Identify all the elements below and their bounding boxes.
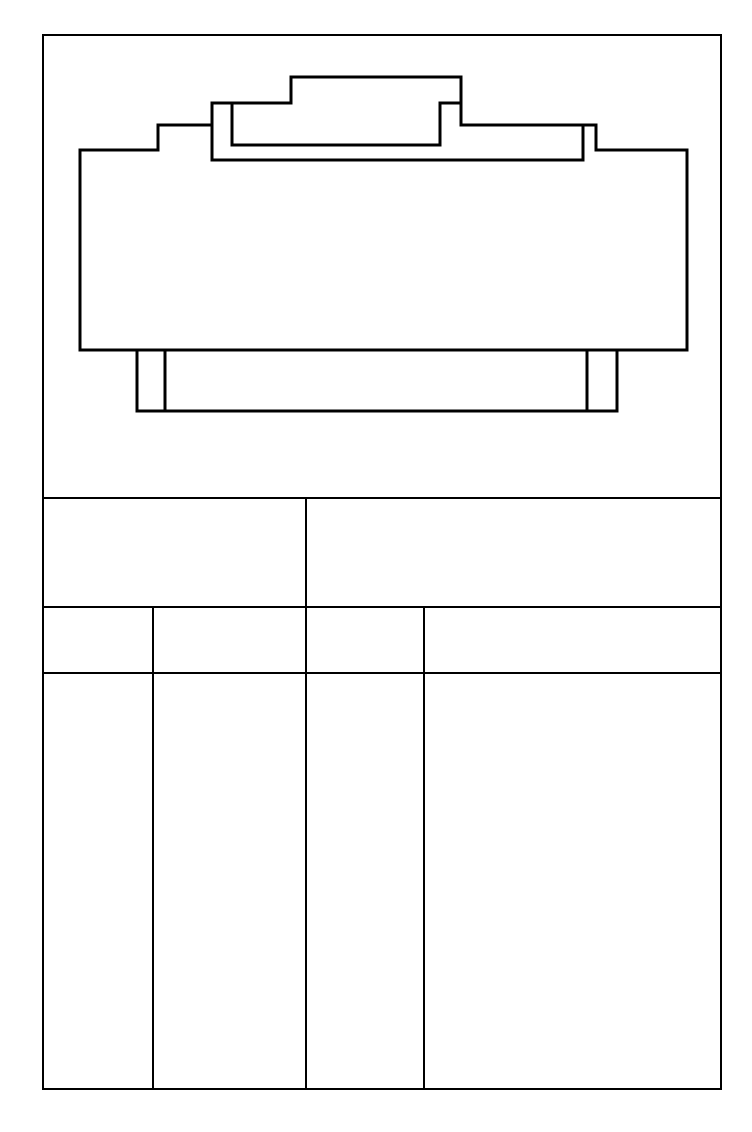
header-circuit [307, 608, 423, 672]
header-wire-color [154, 636, 305, 672]
connector-info-list [340, 512, 720, 516]
header-pin [44, 636, 152, 672]
connector-shroud-outline [137, 350, 617, 411]
divider-drawing [42, 497, 722, 499]
col-divider [305, 606, 307, 1090]
col-divider [423, 606, 425, 1090]
connector-drawing [0, 0, 752, 500]
row-divider [42, 672, 722, 674]
header-function [425, 636, 722, 672]
connector-info-label [44, 500, 307, 606]
connector-body-outline [80, 77, 687, 350]
col-divider [152, 606, 154, 1090]
divider-info [305, 497, 307, 607]
connector-latch-outline [212, 103, 583, 160]
